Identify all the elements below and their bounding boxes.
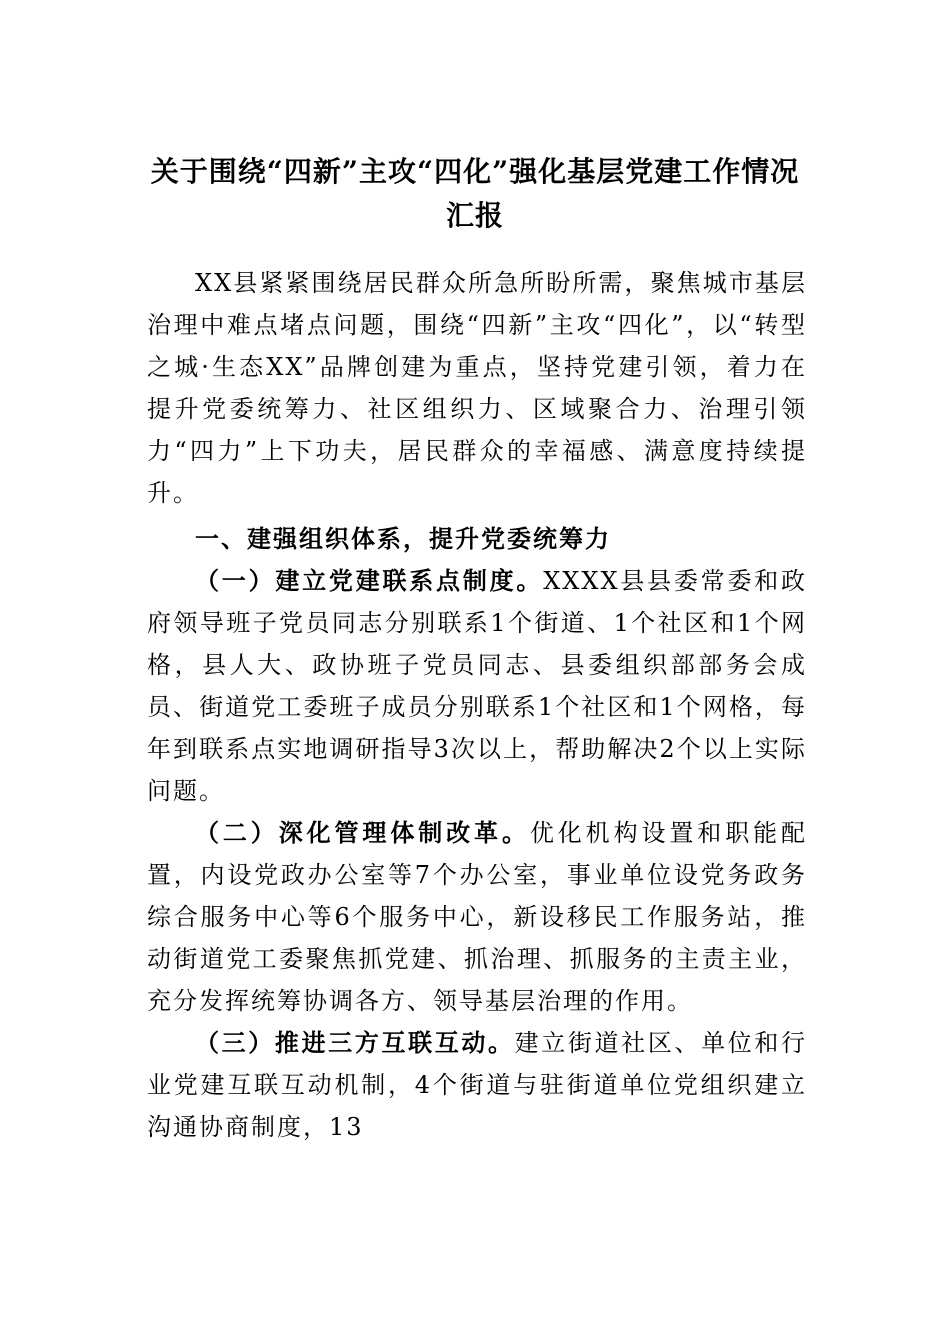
document-body bbox=[147, 262, 807, 1148]
item-3-text: 建立街道社区、单位和行业党建互联互动机制，4个街道与驻街道单位党组织建立沟通协商制度，13 bbox=[147, 1029, 808, 1141]
item-1-text: XXXX县县委常委和政府领导班子党员同志分别联系1个街道、1个社区和1个网格，县人大、政协班子党员同志、县委组织部部务会成员、街道党工委班子成员分别联系1个社区和1个网格，每年到联系点实地调研指导3次以上，帮助解决2个以上实际问题。 bbox=[147, 567, 808, 805]
item-2-text: 优化机构设置和职能配置，内设党政办公室等7个办公室，事业单位设党务政务综合服务中心等6个服务中心，新设移民工作服务站，推动街道党工委聚焦抓党建、抓治理、抓服务的主责主业，充分发挥统筹协调各方、领导基层治理的作用。 bbox=[147, 819, 808, 1015]
item-1-lead: （一）建立党建联系点制度。 bbox=[195, 566, 544, 595]
intro-paragraph: XX县紧紧围绕居民群众所急所盼所需，聚焦城市基层治理中难点堵点问题，围绕“四新”主攻“四化”，以“转型之城·生态XX”品牌创建为重点，坚持党建引领，着力在提升党委统筹力、社区组织力、区域聚合力、治理引领力“四力”上下功夫，居民群众的幸福感、满意度持续提升。 bbox=[147, 269, 807, 507]
paragraph-item-1 bbox=[147, 560, 807, 812]
document-title: 关于围绕“四新”主攻“四化”强化基层党建工作情况汇报 bbox=[150, 155, 800, 232]
item-3-lead: （三）推进三方互联互动。 bbox=[195, 1028, 515, 1057]
paragraph-item-3 bbox=[147, 1022, 807, 1148]
item-2-lead: （二）深化管理体制改革。 bbox=[195, 818, 530, 847]
section-heading: 一、建强组织体系，提升党委统筹力 bbox=[195, 524, 611, 553]
paragraph-item-2 bbox=[147, 812, 807, 1022]
